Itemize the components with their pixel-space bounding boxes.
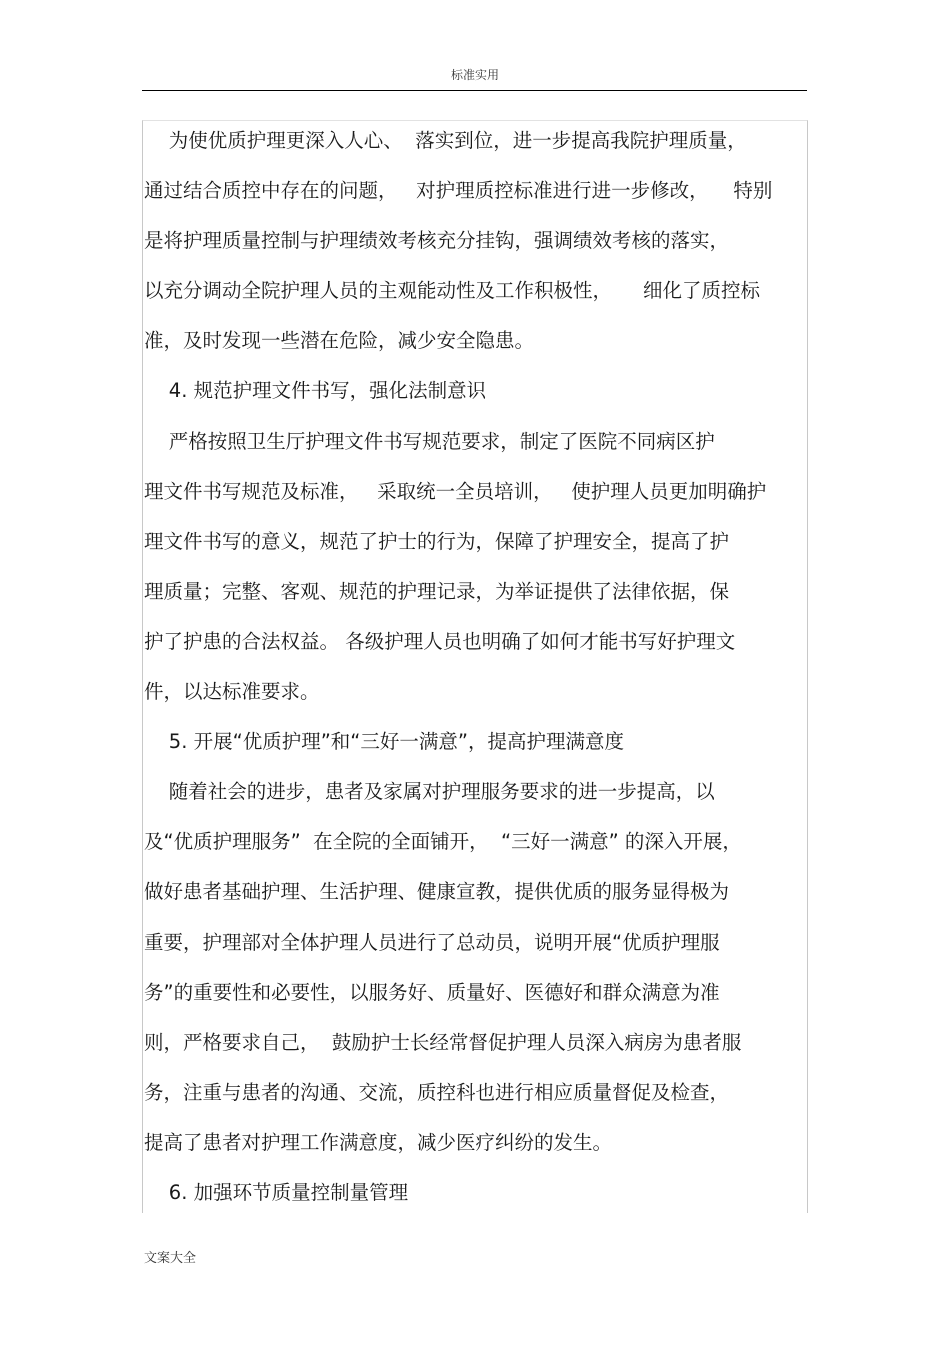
body-line: 理文件书写规范及标准， 采取统一全员培训， 使护理人员更加明确护 (144, 479, 767, 503)
body-line: 是将护理质量控制与护理绩效考核充分挂钩，强调绩效考核的落实， (144, 229, 730, 253)
body-line: 严格按照卫生厅护理文件书写规范要求，制定了医院不同病区护 (144, 429, 715, 453)
body-line: 护了护患的合法权益。 各级护理人员也明确了如何才能书写好护理文 (144, 629, 736, 653)
body-line: 件，以达标准要求。 (144, 680, 320, 704)
section-heading: 5. 开展“优质护理”和“三好一满意”，提高护理满意度 (144, 730, 625, 754)
page-footer: 文案大全 (144, 1251, 197, 1266)
body-line: 为使优质护理更深入人心、 落实到位，进一步提高我院护理质量， (144, 129, 747, 152)
body-line: 理文件书写的意义，规范了护士的行为，保障了护理安全，提高了护 (144, 529, 730, 553)
body-line: 务，注重与患者的沟通、交流，质控科也进行相应质量督促及检查， (144, 1080, 730, 1104)
header-rule (142, 90, 807, 91)
body-line: 随着社会的进步，患者及家属对护理服务要求的进一步提高，以 (144, 780, 715, 804)
section-heading: 6. 加强环节质量控制量管理 (144, 1180, 409, 1204)
body-line: 则，严格要求自己， 鼓励护士长经常督促护理人员深入病房为患者服 (144, 1030, 742, 1054)
body-line: 提高了患者对护理工作满意度，减少医疗纠纷的发生。 (144, 1130, 613, 1154)
body-line: 以充分调动全院护理人员的主观能动性及工作积极性， 细化了质控标 (144, 279, 760, 303)
body-line: 务”的重要性和必要性，以服务好、质量好、医德好和群众满意为准 (144, 980, 720, 1004)
body-line: 及“优质护理服务” 在全院的全面铺开， “三好一满意” 的深入开展， (144, 830, 742, 854)
page-header: 标准实用 (450, 68, 499, 82)
body-line: 重要，护理部对全体护理人员进行了总动员，说明开展“优质护理服 (144, 930, 720, 954)
body-line: 通过结合质控中存在的问题， 对护理质控标准进行进一步修改， 特别 (144, 179, 773, 203)
document-body (144, 118, 808, 1220)
body-line: 准，及时发现一些潜在危险，减少安全隐患。 (144, 329, 535, 353)
body-line: 做好患者基础护理、生活护理、健康宣教，提供优质的服务显得极为 (144, 880, 730, 904)
section-heading: 4. 规范护理文件书写，强化法制意识 (144, 379, 487, 403)
body-line: 理质量；完整、客观、规范的护理记录，为举证提供了法律依据，保 (144, 579, 730, 603)
